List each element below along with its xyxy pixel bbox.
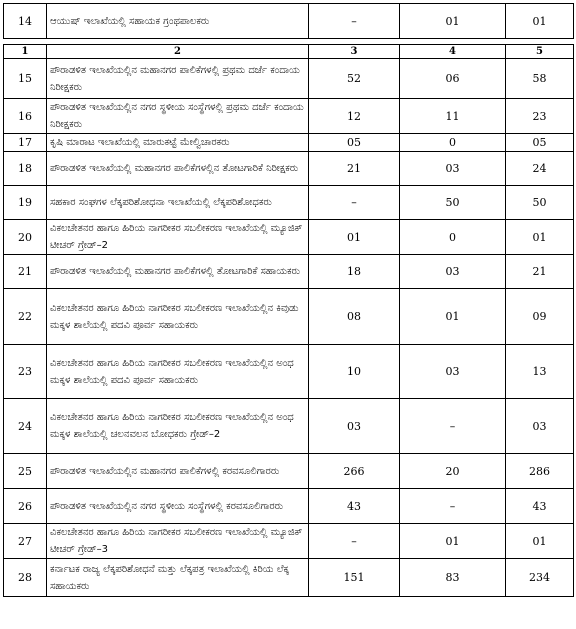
serial-number: 26 (4, 489, 47, 524)
col3-value: 03 (309, 399, 400, 454)
post-description: ಪೌರಾಡಳಿತ ಇಲಾಖೆಯಲ್ಲಿ ಮಹಾನಗರ ಪಾಲಿಕೆಗಳಲ್ಲಿ ತೋಟಗಾರಿಕೆ ಸಹಾಯಕರು (47, 255, 309, 289)
col3-value: 05 (309, 134, 400, 152)
post-description: ಪೌರಾಡಳಿತ ಇಲಾಖೆಯಲ್ಲಿನ ಮಹಾನಗರ ಪಾಲಿಕೆಗಳಲ್ಲಿ ಕರವಸೂಲಿಗಾರರು (47, 454, 309, 489)
col3-value: 01 (309, 220, 400, 255)
col5-value: 43 (506, 489, 574, 524)
col3-value: 10 (309, 345, 400, 399)
serial-number: 23 (4, 345, 47, 399)
serial-number: 16 (4, 99, 47, 134)
column-number-header (4, 45, 574, 59)
col5-value: 58 (506, 59, 574, 99)
table-row (4, 489, 574, 524)
serial-number: 14 (4, 4, 47, 39)
col5-value: 50 (506, 186, 574, 220)
col5-value: 234 (506, 559, 574, 597)
col5-value: 13 (506, 345, 574, 399)
serial-number: 28 (4, 559, 47, 597)
col4-value: 03 (400, 152, 506, 186)
vacancy-table (3, 44, 574, 597)
table-row (4, 134, 574, 152)
table-row (4, 99, 574, 134)
table-row (4, 59, 574, 99)
serial-number: 22 (4, 289, 47, 345)
header-col-3: 3 (309, 45, 400, 59)
serial-number: 15 (4, 59, 47, 99)
serial-number: 25 (4, 454, 47, 489)
post-description: ವಿಕಲಚೇತನರ ಹಾಗೂ ಹಿರಿಯ ನಾಗರೀಕರ ಸಬಲೀಕರಣ ಇಲಾಖೆಯಲ್ಲಿನ ಕಿವುಡು ಮಕ್ಕಳ ಶಾಲೆಯಲ್ಲಿ ಪದವಿ ಪೂರ್ವ ಸಹಾಯಕರು (47, 289, 309, 345)
col4-value: 01 (400, 4, 506, 39)
table-row (4, 255, 574, 289)
table-row (4, 186, 574, 220)
col4-value: 01 (400, 524, 506, 559)
col4-value: 01 (400, 289, 506, 345)
col3-value: 18 (309, 255, 400, 289)
col4-value: 20 (400, 454, 506, 489)
header-col-5: 5 (506, 45, 574, 59)
col5-value: 24 (506, 152, 574, 186)
col4-value: 50 (400, 186, 506, 220)
post-description: ಪೌರಾಡಳಿತ ಇಲಾಖೆಯಲ್ಲಿ ಮಹಾನಗರ ಪಾಲಿಕೆಗಳಲ್ಲಿನ ತೋಟಗಾರಿಕೆ ನಿರೀಕ್ಷಕರು (47, 152, 309, 186)
col4-value: 0 (400, 134, 506, 152)
col5-value: 09 (506, 289, 574, 345)
col4-value: 0 (400, 220, 506, 255)
post-description: ಕರ್ನಾಟಕ ರಾಜ್ಯ ಲೆಕ್ಕಪರಿಶೋಧನೆ ಮತ್ತು ಲೆಕ್ಕಪತ್ರ ಇಲಾಖೆಯಲ್ಲಿ ಕಿರಿಯ ಲೆಕ್ಕ ಸಹಾಯಕರು (47, 559, 309, 597)
table-row (4, 399, 574, 454)
col5-value: 23 (506, 99, 574, 134)
header-col-2: 2 (47, 45, 309, 59)
table-row (4, 289, 574, 345)
table-row (4, 524, 574, 559)
col5-value: 286 (506, 454, 574, 489)
table-row (4, 220, 574, 255)
post-description: ಕೃಷಿ ಮಾರಾಟ ಇಲಾಖೆಯಲ್ಲಿ ಮಾರುಕಟ್ಟೆ ಮೇಲ್ವಿಚಾರಕರು (47, 134, 309, 152)
col3-value: 52 (309, 59, 400, 99)
post-description: ಪೌರಾಡಳಿತ ಇಲಾಖೆಯಲ್ಲಿನ ನಗರ ಸ್ಥಳೀಯ ಸಂಸ್ಥೆಗಳಲ್ಲಿ ಪ್ರಥಮ ದರ್ಜೆ ಕಂದಾಯ ನಿರೀಕ್ಷಕರು (47, 99, 309, 134)
col5-value: 03 (506, 399, 574, 454)
col3-value: 08 (309, 289, 400, 345)
col3-value: 12 (309, 99, 400, 134)
serial-number: 24 (4, 399, 47, 454)
serial-number: 21 (4, 255, 47, 289)
post-description: ಸಹಕಾರ ಸಂಘಗಳ ಲೆಕ್ಕಪರಿಶೋಧನಾ ಇಲಾಖೆಯಲ್ಲಿ ಲೆಕ್ಕಪರಿಶೋಧಕರು (47, 186, 309, 220)
col3-value: 43 (309, 489, 400, 524)
header-col-1: 1 (4, 45, 47, 59)
serial-number: 20 (4, 220, 47, 255)
col4-value: 83 (400, 559, 506, 597)
col5-value: 05 (506, 134, 574, 152)
post-description: ವಿಕಲಚೇತನರ ಹಾಗೂ ಹಿರಿಯ ನಾಗರೀಕರ ಸಬಲೀಕರಣ ಇಲಾಖೆಯಲ್ಲಿನ ಅಂಧ ಮಕ್ಕಳ ಶಾಲೆಯಲ್ಲಿ ಚಲನವಲನ ಬೋಧಕರು ಗ್ರೇಡ್–2 (47, 399, 309, 454)
col3-value: – (309, 186, 400, 220)
col4-value: – (400, 399, 506, 454)
post-description: ಆಯುಷ್ ಇಲಾಖೆಯಲ್ಲಿ ಸಹಾಯಕ ಗ್ರಂಥಪಾಲಕರು (47, 4, 309, 39)
col3-value: 151 (309, 559, 400, 597)
serial-number: 19 (4, 186, 47, 220)
col5-value: 01 (506, 220, 574, 255)
col3-value: 21 (309, 152, 400, 186)
col4-value: – (400, 489, 506, 524)
col4-value: 11 (400, 99, 506, 134)
col3-value: – (309, 4, 400, 39)
col3-value: 266 (309, 454, 400, 489)
post-description: ವಿಕಲಚೇತನರ ಹಾಗೂ ಹಿರಿಯ ನಾಗರೀಕರ ಸಬಲೀಕರಣ ಇಲಾಖೆಯಲ್ಲಿನ ಅಂಧ ಮಕ್ಕಳ ಶಾಲೆಯಲ್ಲಿ ಪದವಿ ಪೂರ್ವ ಸಹಾಯಕರು (47, 345, 309, 399)
col3-value: – (309, 524, 400, 559)
table-row (4, 152, 574, 186)
table-row (4, 4, 574, 39)
table-row (4, 345, 574, 399)
serial-number: 17 (4, 134, 47, 152)
col5-value: 01 (506, 4, 574, 39)
post-description: ವಿಕಲಚೇತನರ ಹಾಗೂ ಹಿರಿಯ ನಾಗರೀಕರ ಸಬಲೀಕರಣ ಇಲಾಖೆಯಲ್ಲಿ ಮ್ಯೂಜಿಕ್ ಟೀಚರ್ ಗ್ರೇಡ್–2 (47, 220, 309, 255)
col4-value: 06 (400, 59, 506, 99)
post-description: ವಿಕಲಚೇತನರ ಹಾಗೂ ಹಿರಿಯ ನಾಗರೀಕರ ಸಬಲೀಕರಣ ಇಲಾಖೆಯಲ್ಲಿ ಮ್ಯೂಜಿಕ್ ಟೀಚರ್ ಗ್ರೇಡ್–3 (47, 524, 309, 559)
serial-number: 27 (4, 524, 47, 559)
table-row (4, 559, 574, 597)
col4-value: 03 (400, 345, 506, 399)
header-col-4: 4 (400, 45, 506, 59)
serial-number: 18 (4, 152, 47, 186)
table-row (4, 454, 574, 489)
previous-page-row-table (3, 3, 574, 39)
col5-value: 01 (506, 524, 574, 559)
col5-value: 21 (506, 255, 574, 289)
post-description: ಪೌರಾಡಳಿತ ಇಲಾಖೆಯಲ್ಲಿನ ನಗರ ಸ್ಥಳೀಯ ಸಂಸ್ಥೆಗಳಲ್ಲಿ ಕರವಸೂಲಿಗಾರರು (47, 489, 309, 524)
col4-value: 03 (400, 255, 506, 289)
post-description: ಪೌರಾಡಳಿತ ಇಲಾಖೆಯಲ್ಲಿನ ಮಹಾನಗರ ಪಾಲಿಕೆಗಳಲ್ಲಿ ಪ್ರಥಮ ದರ್ಜೆ ಕಂದಾಯ ನಿರೀಕ್ಷಕರು (47, 59, 309, 99)
